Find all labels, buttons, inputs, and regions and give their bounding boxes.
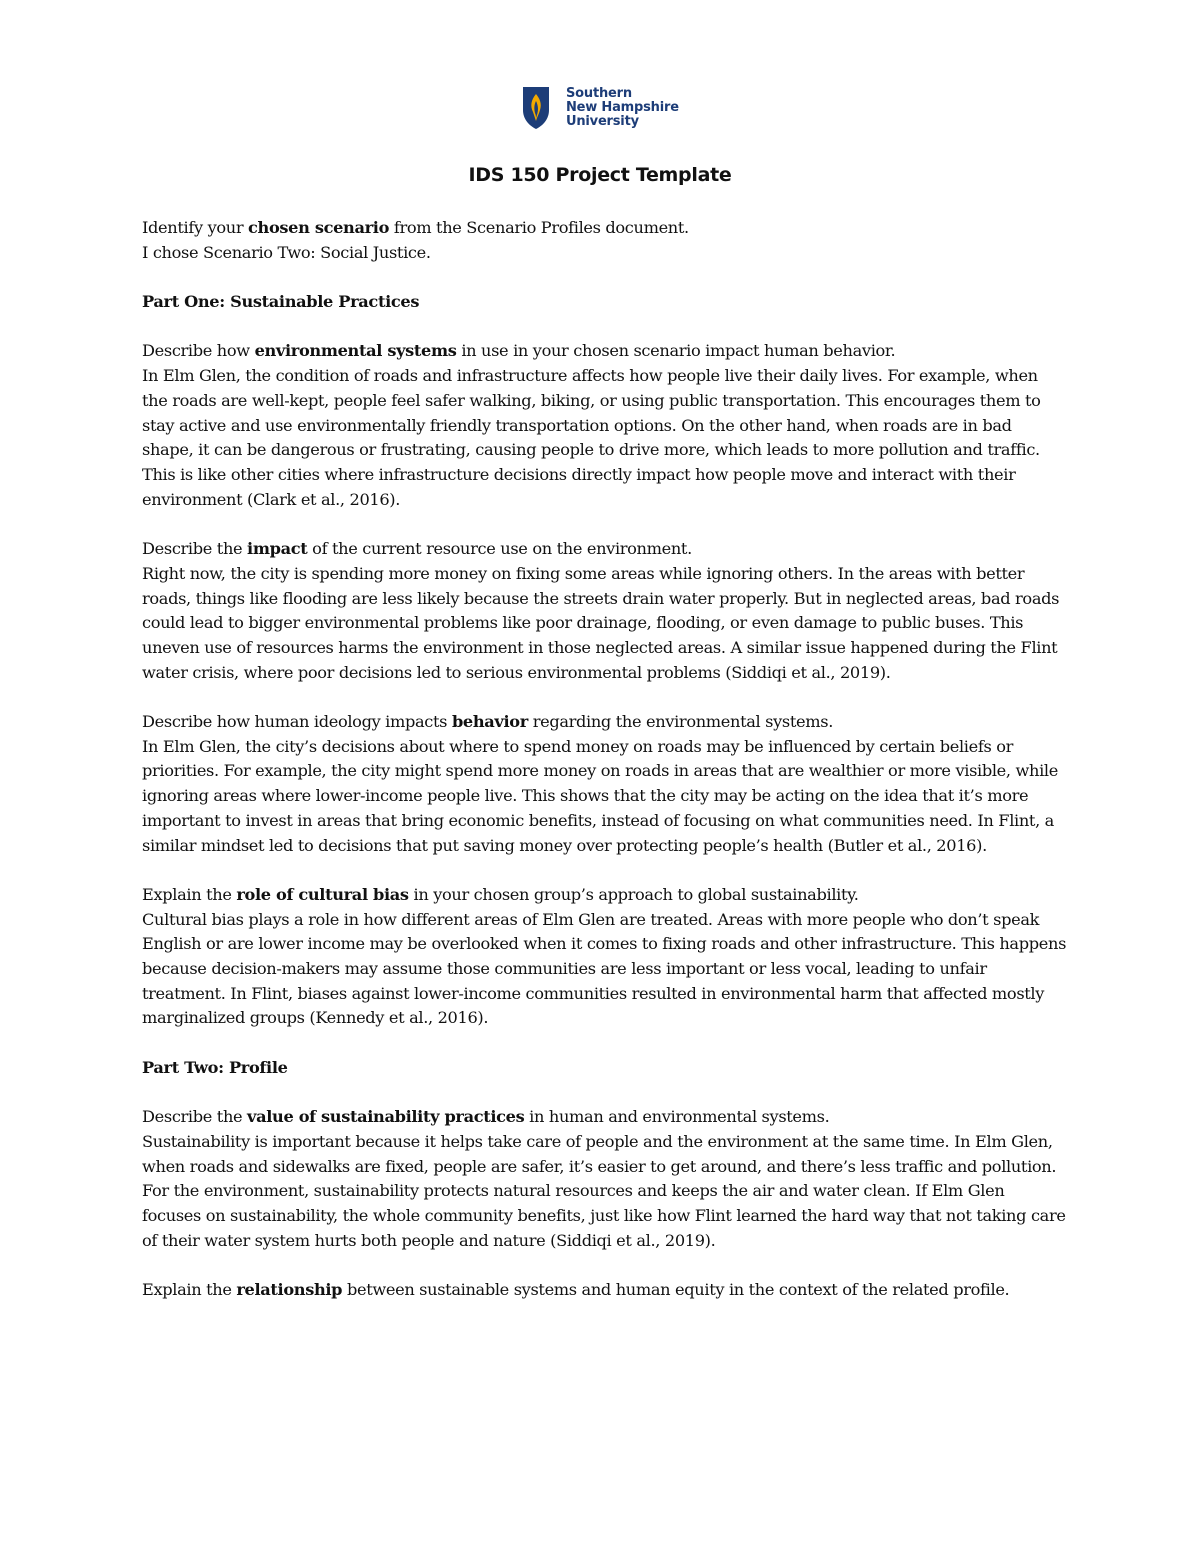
logo-wordmark <box>566 87 679 129</box>
logo-line-2: New Hampshire <box>566 100 679 115</box>
section-answer: Sustainability is important because it helps take care of people and the environment at the same time. In Elm Glen, when roads and sidewalks are fixed, people are safer, it’s easier to get around, and there’s less traffic and pollution. For the environment, sustainability protects natural resources and keeps the air and water clean. If Elm Glen focuses on sustainability, the whole community benefits, just like how Flint learned the hard way that not taking care of their water system hurts both people and nature (Siddiqi et al., 2019). <box>142 1131 1066 1250</box>
section-answer: Cultural bias plays a role in how different areas of Elm Glen are treated. Areas with more people who don’t speak English or are lower income may be overlooked when it comes to fixing roads and other infrastructure. This happens because decision-makers may assume those communities are less important or less vocal, leading to unfair treatment. In Flint, biases against lower-income communities resulted in environmental harm that affected mostly marginalized groups (Kennedy et al., 2016). <box>142 909 1067 1028</box>
scenario-answer: I chose Scenario Two: Social Justice. <box>142 242 431 262</box>
university-logo <box>522 85 679 131</box>
logo-line-3: University <box>566 114 639 129</box>
part-two-heading: Part Two: Profile <box>142 1057 288 1077</box>
section-prompt: Describe the value of sustainability practices in human and environmental systems. <box>142 1107 830 1127</box>
section-prompt: Describe how human ideology impacts behavior regarding the environmental systems. <box>142 712 834 731</box>
section-answer: Right now, the city is spending more money on fixing some areas while ignoring others. In the areas with better roads, things like flooding are less likely because the streets drain water properly. But in neglected areas, bad roads could lead to bigger environmental problems like poor drainage, flooding, or even damage to public buses. This uneven use of resources harms the environment in those neglected areas. A similar issue happened during the Flint water crisis, where poor decisions led to serious environmental problems (Siddiqi et al., 2019). <box>142 563 1060 682</box>
section-answer: In Elm Glen, the city’s decisions about where to spend money on roads may be influenced by certain beliefs or priorities. For example, the city might spend more money on roads in areas that are wealthier or more visible, while ignoring areas where lower-income people live. This shows that the city may be acting on the idea that it’s more important to invest in areas that bring economic benefits, instead of focusing on what communities need. In Flint, a similar mindset led to decisions that put saving money over protecting people’s health (Butler et al., 2016). <box>142 736 1058 855</box>
section-answer: In Elm Glen, the condition of roads and infrastructure affects how people live their daily lives. For example, when the roads are well-kept, people feel safer walking, biking, or using public transportation. This encourages them to stay active and use environmentally friendly transportation options. On the other hand, when roads are in bad shape, it can be dangerous or frustrating, causing people to drive more, which leads to more pollution and traffic. This is like other cities where infrastructure decisions directly impact how people move and interact with their environment (Clark et al., 2016). <box>142 366 1041 509</box>
document-title: IDS 150 Project Template <box>468 164 732 186</box>
section-prompt: Explain the relationship between sustainable systems and human equity in the context of the related profile. <box>142 1280 1010 1300</box>
section-prompt: Explain the role of cultural bias in your chosen group’s approach to global sustainability. <box>142 884 859 904</box>
section-prompt: Describe the impact of the current resource use on the environment. <box>142 539 692 559</box>
section-prompt: Describe how environmental systems in use in your chosen scenario impact human behavior. <box>142 341 896 361</box>
part-one-heading: Part One: Sustainable Practices <box>142 292 420 312</box>
document-body <box>142 216 1067 1303</box>
shield-flame-icon <box>522 86 550 130</box>
logo-line-1: Southern <box>566 86 632 101</box>
scenario-prompt: Identify your chosen scenario from the Scenario Profiles document. <box>142 218 689 237</box>
